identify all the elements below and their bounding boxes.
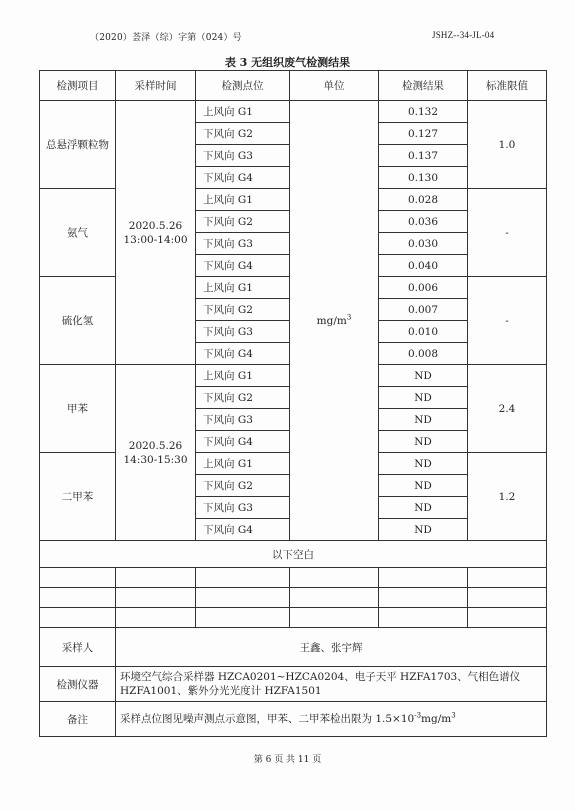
point-cell: 下风向 G2: [196, 475, 290, 497]
point-cell: 上风向 G1: [196, 365, 290, 387]
empty-cell: [290, 568, 379, 588]
point-cell: 下风向 G3: [196, 233, 290, 255]
point-cell: 下风向 G2: [196, 299, 290, 321]
point-cell: 上风向 G1: [196, 101, 290, 123]
empty-cell: [196, 568, 290, 588]
point-cell: 下风向 G3: [196, 145, 290, 167]
item-cell: 氨气: [40, 189, 116, 277]
col-header-unit: 单位: [290, 71, 379, 101]
sampling-range: 13:00-14:00: [123, 233, 188, 246]
point-cell: 下风向 G2: [196, 123, 290, 145]
empty-cell: [379, 568, 468, 588]
sampler-label: 采样人: [40, 628, 116, 667]
empty-cell: [116, 608, 196, 628]
point-cell: 下风向 G3: [196, 409, 290, 431]
empty-cell: [290, 588, 379, 608]
empty-cell: [116, 588, 196, 608]
point-cell: 下风向 G3: [196, 497, 290, 519]
point-cell: 上风向 G1: [196, 453, 290, 475]
result-cell: 0.008: [379, 343, 468, 365]
item-cell: 甲苯: [40, 365, 116, 453]
result-cell: ND: [379, 365, 468, 387]
unit-cell: [290, 101, 379, 541]
item-cell: 硫化氢: [40, 277, 116, 365]
remarks-unit-exponent: 3: [451, 711, 456, 720]
empty-cell: [40, 608, 116, 628]
limit-cell: 2.4: [468, 365, 547, 453]
point-cell: 下风向 G4: [196, 167, 290, 189]
empty-cell: [40, 588, 116, 608]
point-cell: 下风向 G4: [196, 255, 290, 277]
remarks-label: 备注: [40, 702, 116, 737]
limit-cell: 1.2: [468, 453, 547, 541]
item-cell: 总悬浮颗粒物: [40, 101, 116, 189]
limit-cell: -: [468, 189, 547, 277]
result-cell: 0.030: [379, 233, 468, 255]
empty-cell: [196, 588, 290, 608]
item-cell: 二甲苯: [40, 453, 116, 541]
result-cell: ND: [379, 497, 468, 519]
document-code: JSHZ--34-JL-04: [432, 30, 495, 40]
sampling-time-cell: [116, 101, 196, 365]
point-cell: 下风向 G4: [196, 431, 290, 453]
result-cell: ND: [379, 409, 468, 431]
unit-base: mg/m: [316, 314, 347, 327]
result-cell: ND: [379, 431, 468, 453]
result-cell: 0.137: [379, 145, 468, 167]
empty-row: [40, 568, 547, 588]
empty-row: [40, 608, 547, 628]
col-header-time: 采样时间: [116, 71, 196, 101]
sampler-row: [40, 628, 547, 667]
result-cell: 0.006: [379, 277, 468, 299]
sampling-date: 2020.5.26: [128, 439, 183, 452]
remarks-exponent: -3: [414, 711, 422, 720]
result-cell: 0.028: [379, 189, 468, 211]
empty-cell: [290, 608, 379, 628]
point-cell: 上风向 G1: [196, 189, 290, 211]
instruments-row: [40, 667, 547, 702]
col-header-result: 检测结果: [379, 71, 468, 101]
result-cell: 0.130: [379, 167, 468, 189]
point-cell: 下风向 G3: [196, 321, 290, 343]
col-header-item: 检测项目: [40, 71, 116, 101]
empty-cell: [379, 588, 468, 608]
empty-cell: [196, 608, 290, 628]
limit-cell: -: [468, 277, 547, 365]
empty-cell: [468, 608, 547, 628]
unit-exponent: 3: [346, 313, 352, 321]
sampling-time-cell: [116, 365, 196, 541]
table-row: [40, 101, 547, 123]
result-cell: 0.127: [379, 123, 468, 145]
result-cell: 0.007: [379, 299, 468, 321]
result-cell: ND: [379, 453, 468, 475]
col-header-point: 检测点位: [196, 71, 290, 101]
instruments-label: 检测仪器: [40, 667, 116, 702]
result-cell: ND: [379, 519, 468, 541]
table-title: 表 3 无组织废气检测结果: [224, 56, 351, 69]
document-number: （2020）荟泽（综）字第（024）号: [90, 33, 242, 43]
remarks-text: 采样点位图见噪声测点示意图，甲苯、二甲苯检出限为 1.5×10: [120, 713, 415, 725]
sampling-range: 14:30-15:30: [123, 453, 188, 466]
result-cell: ND: [379, 387, 468, 409]
empty-cell: [468, 588, 547, 608]
limit-cell: 1.0: [468, 101, 547, 189]
col-header-limit: 标准限值: [468, 71, 547, 101]
empty-cell: [40, 568, 116, 588]
result-cell: ND: [379, 475, 468, 497]
sampler-value: 王鑫、张宇辉: [116, 628, 547, 667]
point-cell: 下风向 G4: [196, 519, 290, 541]
header-row: [40, 71, 547, 101]
remarks-row: [40, 702, 547, 737]
point-cell: 下风向 G2: [196, 211, 290, 233]
sampling-date: 2020.5.26: [128, 219, 183, 232]
empty-cell: [379, 608, 468, 628]
point-cell: 上风向 G1: [196, 277, 290, 299]
empty-cell: [116, 568, 196, 588]
point-cell: 下风向 G2: [196, 387, 290, 409]
remarks-unit: mg/m: [421, 713, 452, 725]
instruments-value: 环境空气综合采样器 HZCA0201~HZCA0204、电子天平 HZFA1703、气相色谱仪 HZFA1001、紫外分光光度计 HZFA1501: [116, 667, 547, 702]
blank-title-row: [40, 541, 547, 568]
point-cell: 下风向 G4: [196, 343, 290, 365]
results-table: [39, 70, 547, 737]
result-cell: 0.010: [379, 321, 468, 343]
result-cell: 0.132: [379, 101, 468, 123]
page-footer: 第 6 页 共 11 页: [253, 755, 322, 765]
empty-row: [40, 588, 547, 608]
remarks-value: [116, 702, 547, 737]
blank-notice: 以下空白: [40, 541, 547, 568]
result-cell: 0.036: [379, 211, 468, 233]
empty-cell: [468, 568, 547, 588]
result-cell: 0.040: [379, 255, 468, 277]
